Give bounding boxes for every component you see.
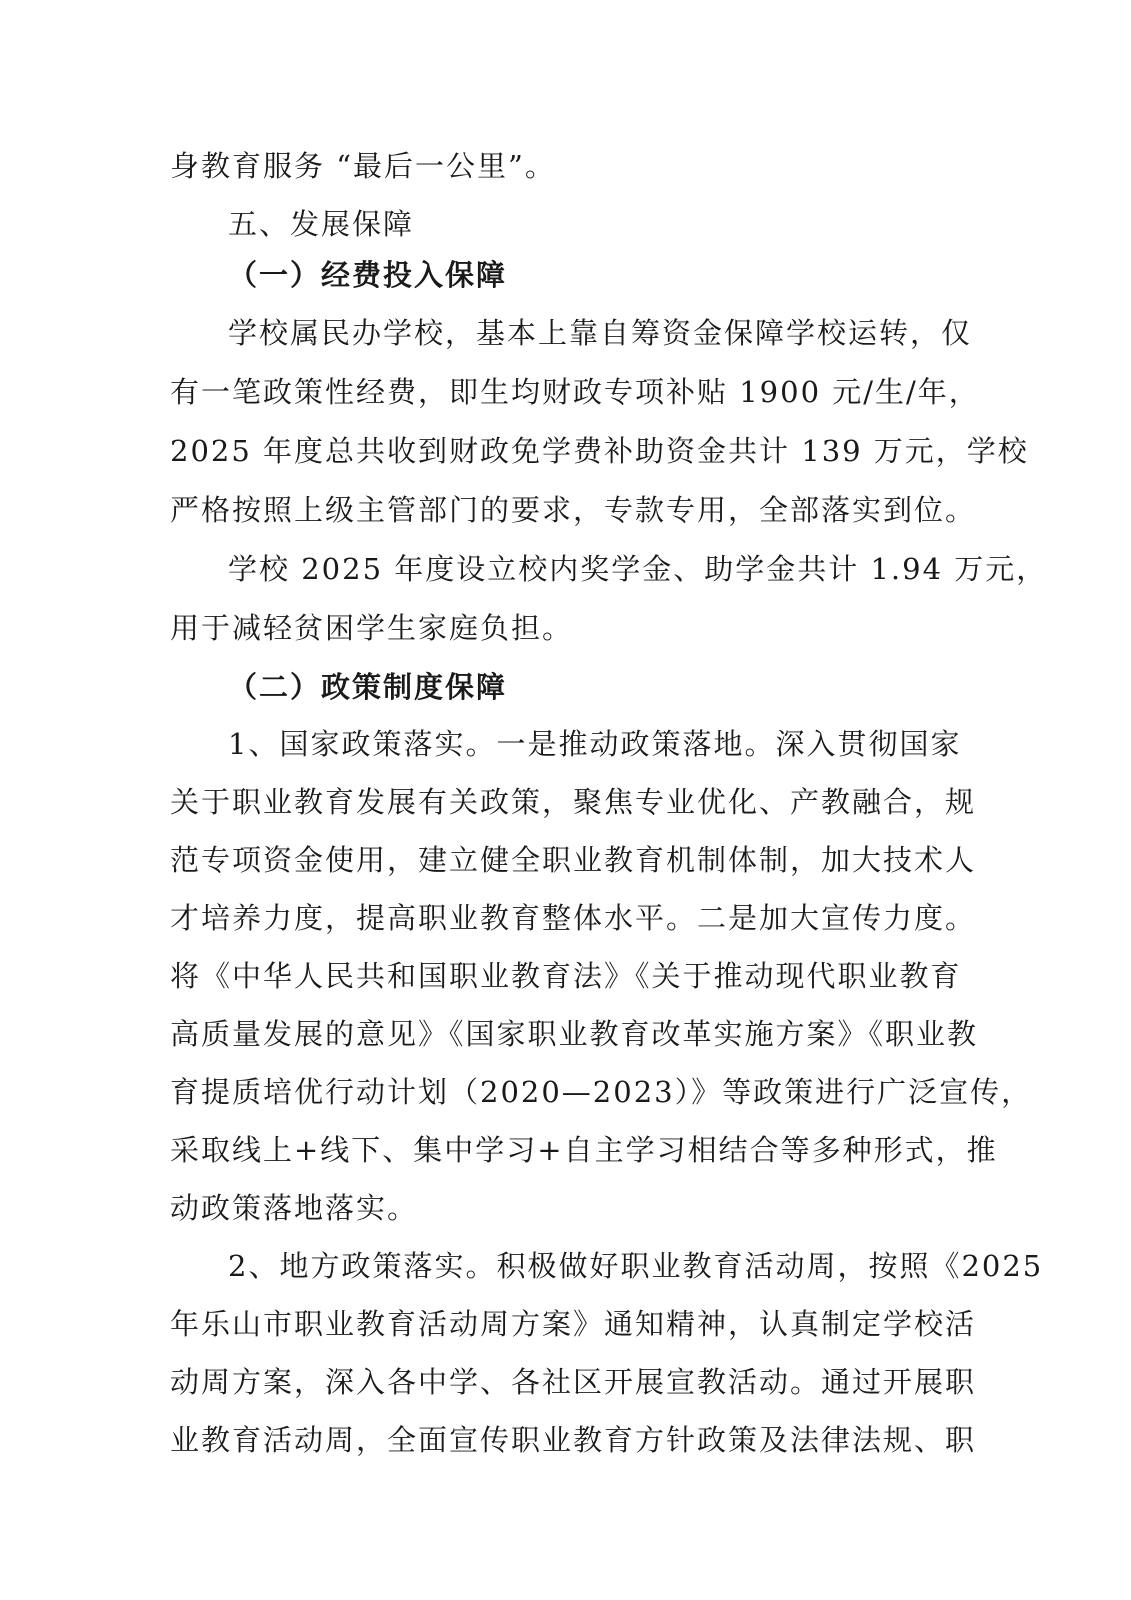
subsection-title-funding: （一）经费投入保障	[228, 258, 508, 292]
paragraph-line: 学校属民办学校，基本上靠自筹资金保障学校运转，仅	[228, 316, 973, 350]
paragraph-line: 业教育活动周，全面宣传职业教育方针政策及法律法规、职	[170, 1423, 977, 1457]
section-title: 五、发展保障	[228, 207, 415, 241]
intro-tail-line: 身教育服务 “最后一公里”。	[170, 149, 556, 183]
paragraph-line: 动周方案，深入各中学、各社区开展宣教活动。通过开展职	[170, 1365, 977, 1399]
paragraph-line: 有一笔政策性经费，即生均财政专项补贴 1900 元/生/年，	[170, 375, 980, 409]
subsection-title-policy: （二）政策制度保障	[228, 670, 508, 704]
paragraph-line: 严格按照上级主管部门的要求，专款专用，全部落实到位。	[170, 493, 977, 527]
paragraph-line: 育提质培优行动计划（2020—2023）》等政策进行广泛宣传，	[170, 1075, 1033, 1109]
paragraph-line: 年乐山市职业教育活动周方案》通知精神，认真制定学校活	[170, 1307, 977, 1341]
paragraph-line: 采取线上+线下、集中学习+自主学习相结合等多种形式，推	[170, 1133, 998, 1167]
paragraph-line: 2、地方政策落实。积极做好职业教育活动周，按照《2025	[228, 1249, 1044, 1283]
paragraph-line: 高质量发展的意见》《国家职业教育改革实施方案》《职业教	[170, 1017, 979, 1051]
paragraph-line: 关于职业教育发展有关政策，聚焦专业优化、产教融合，规	[170, 785, 977, 819]
paragraph-line: 1、国家政策落实。一是推动政策落地。深入贯彻国家	[228, 727, 962, 761]
paragraph-line: 才培养力度，提高职业教育整体水平。二是加大宣传力度。	[170, 901, 977, 935]
paragraph-line: 用于减轻贫困学生家庭负担。	[170, 611, 574, 645]
paragraph-line: 2025 年度总共收到财政免学费补助资金共计 139 万元，学校	[170, 434, 1029, 468]
paragraph-line: 动政策落地落实。	[170, 1191, 419, 1225]
paragraph-line: 学校 2025 年度设立校内奖学金、助学金共计 1.94 万元，	[228, 552, 1048, 586]
paragraph-line: 范专项资金使用，建立健全职业教育机制体制，加大技术人	[170, 843, 977, 877]
paragraph-line: 将《中华人民共和国职业教育法》《关于推动现代职业教育	[170, 959, 962, 993]
